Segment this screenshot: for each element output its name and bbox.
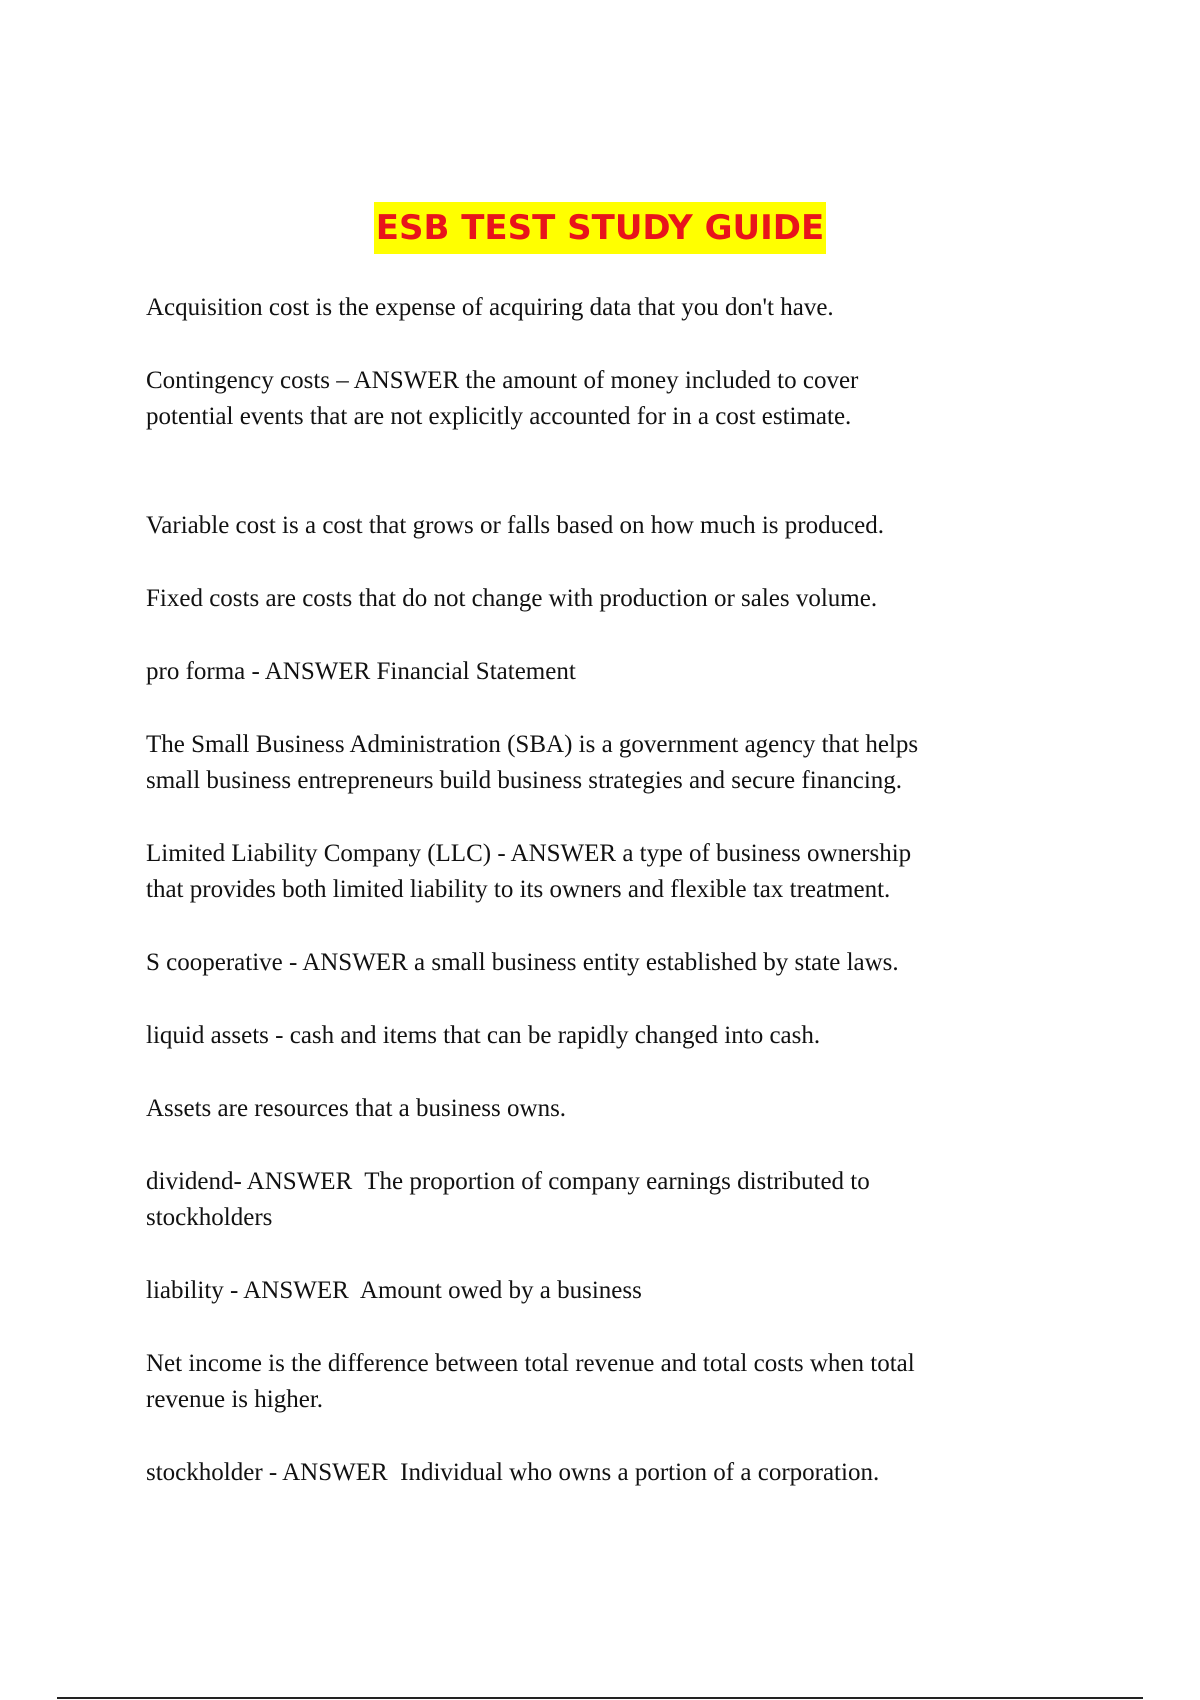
entry-net-income: Net income is the difference between total revenue and total costs when total revenue is higher. xyxy=(146,1350,915,1413)
entry-variable-cost: Variable cost is a cost that grows or falls based on how much is produced. xyxy=(146,512,885,539)
entry-fixed-costs: Fixed costs are costs that do not change with production or sales volume. xyxy=(146,585,878,612)
title-container xyxy=(0,202,1200,254)
entry-sba: The Small Business Administration (SBA) is a government agency that helps small business entrepreneurs build business strategies and secure financing. xyxy=(146,731,919,794)
entry-dividend: dividend- ANSWER The proportion of company earnings distributed to stockholders xyxy=(146,1168,870,1231)
entry-liquid-assets: liquid assets - cash and items that can be rapidly changed into cash. xyxy=(146,1022,821,1049)
entry-pro-forma: pro forma - ANSWER Financial Statement xyxy=(146,658,576,685)
entry-s-cooperative: S cooperative - ANSWER a small business entity established by state laws. xyxy=(146,949,899,976)
entry-llc: Limited Liability Company (LLC) - ANSWER a type of business ownership that provides both limited liability to its owners and flexible tax treatment. xyxy=(146,840,912,903)
study-guide-body xyxy=(146,290,1046,1491)
entry-assets: Assets are resources that a business owns. xyxy=(146,1095,567,1122)
entry-stockholder: stockholder - ANSWER Individual who owns a portion of a corporation. xyxy=(146,1459,880,1486)
entry-acquisition-cost: Acquisition cost is the expense of acquiring data that you don't have. xyxy=(146,294,834,321)
entry-contingency-costs: Contingency costs – ANSWER the amount of money included to cover potential events that are not explicitly accounted for in a cost estimate. xyxy=(146,367,859,430)
page-title: ESB TEST STUDY GUIDE xyxy=(374,202,827,254)
footer-divider xyxy=(57,1697,1143,1699)
entry-liability: liability - ANSWER Amount owed by a business xyxy=(146,1277,642,1304)
